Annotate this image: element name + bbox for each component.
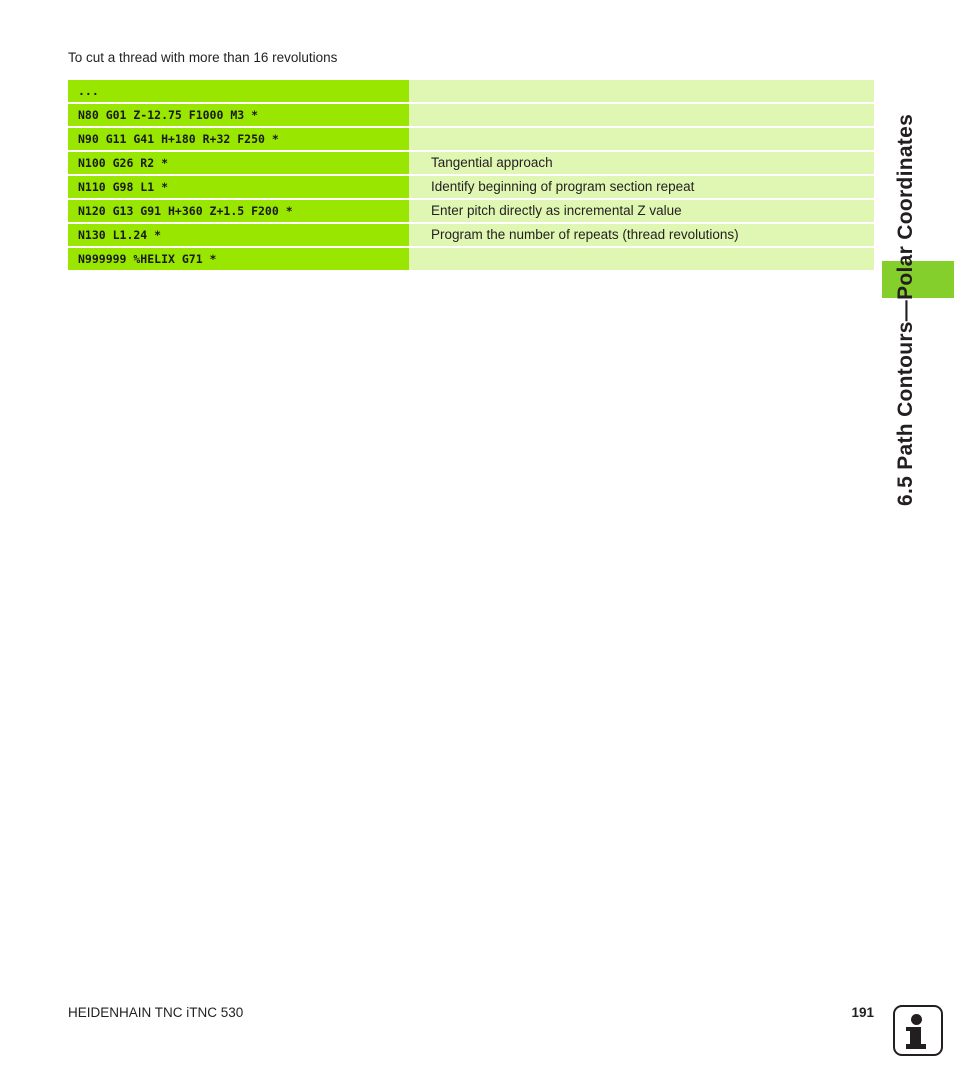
chapter-side-title: 6.5 Path Contours—Polar Coordinates	[894, 113, 917, 506]
info-icon-serif-bottom	[906, 1044, 926, 1049]
program-comment: Identify beginning of program section repeat	[409, 176, 874, 198]
info-icon-dot	[911, 1014, 922, 1025]
page-number: 191	[851, 1005, 874, 1020]
program-row	[68, 176, 874, 198]
program-comment: Program the number of repeats (thread revolutions)	[409, 224, 874, 246]
program-comment	[409, 128, 874, 150]
program-code: N100 G26 R2 *	[68, 152, 409, 174]
program-code: N130 L1.24 *	[68, 224, 409, 246]
program-comment	[409, 104, 874, 126]
info-icon	[893, 1005, 943, 1056]
program-code: N90 G11 G41 H+180 R+32 F250 *	[68, 128, 409, 150]
manual-name: HEIDENHAIN TNC iTNC 530	[68, 1005, 244, 1020]
program-code: ...	[68, 80, 409, 102]
program-row	[68, 248, 874, 270]
program-code: N80 G01 Z-12.75 F1000 M3 *	[68, 104, 409, 126]
program-row	[68, 104, 874, 126]
program-row	[68, 200, 874, 222]
program-row	[68, 80, 874, 102]
program-code: N999999 %HELIX G71 *	[68, 248, 409, 270]
program-comment: Tangential approach	[409, 152, 874, 174]
program-row	[68, 128, 874, 150]
program-comment: Enter pitch directly as incremental Z value	[409, 200, 874, 222]
program-comment	[409, 248, 874, 270]
intro-text: To cut a thread with more than 16 revolutions	[68, 50, 338, 65]
program-row	[68, 224, 874, 246]
program-row	[68, 152, 874, 174]
program-table	[68, 80, 874, 272]
program-code: N120 G13 G91 H+360 Z+1.5 F200 *	[68, 200, 409, 222]
program-code: N110 G98 L1 *	[68, 176, 409, 198]
program-comment	[409, 80, 874, 102]
